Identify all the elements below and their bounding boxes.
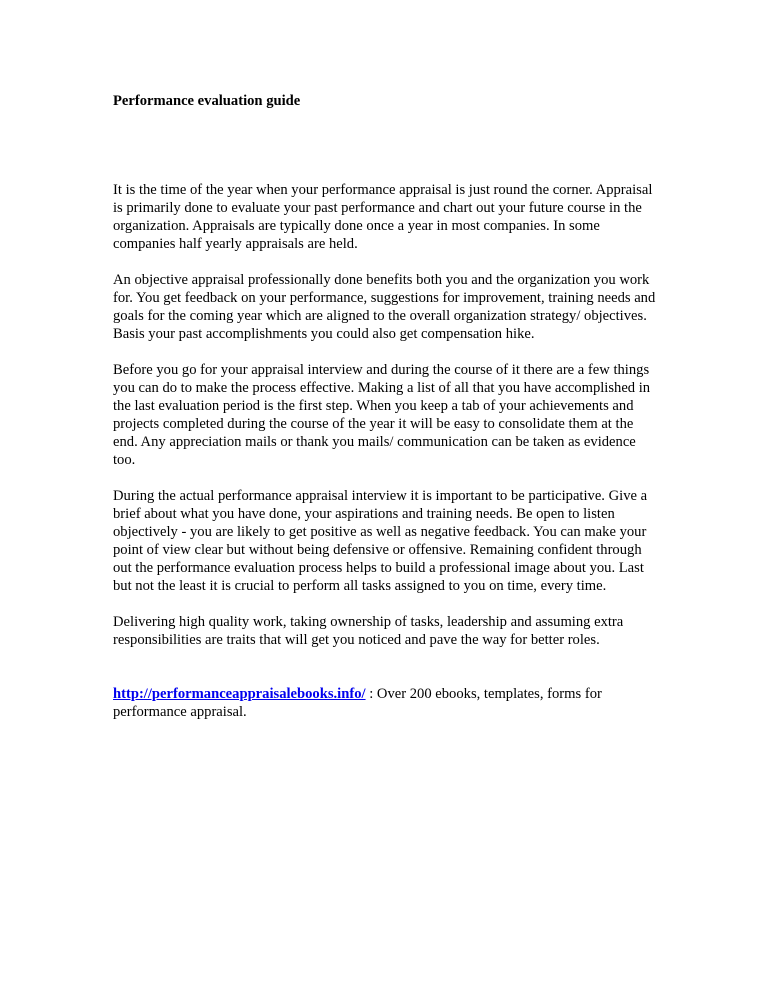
paragraph-interview: During the actual performance appraisal interview it is important to be participative. Give a brief about what you have done, your aspirations and training needs. Be open to listen objectively - you are likely to get positive as well as negative feedback. You can make your point of view clear but without being defensive or offensive. Remaining confident through out the performance evaluation process helps to build a professional image about you. Last but not the least it is crucial to perform all tasks assigned to you on time, every time. [113, 488, 648, 594]
paragraph-preparation: Before you go for your appraisal interview and during the course of it there are a few things you can do to make the process effective. Making a list of all that you have accomplished in the last evaluation period is the first step. When you keep a tab of your achievements and projects completed during the course of the year it will be easy to consolidate them at the end. Any appreciation mails or thank you mails/ communication can be taken as evidence too. [113, 362, 651, 468]
paragraph-benefits: An objective appraisal professionally done benefits both you and the organization you work for. You get feedback on your performance, suggestions for improvement, training needs and goals for the coming year which are aligned to the overall organization strategy/ objectives. Basis your past accomplishments you could also get compensation hike. [113, 272, 656, 342]
footer-note [113, 685, 658, 721]
document-body [113, 92, 658, 721]
paragraph-intro: It is the time of the year when your performance appraisal is just round the corner. Appraisal is primarily done to evaluate your past performance and chart out your future course in the organization. Appraisals are typically done once a year in most companies. In some companies half yearly appraisals are held. [113, 182, 653, 252]
ebooks-link[interactable]: http://performanceappraisalebooks.info/ [113, 686, 366, 702]
paragraph-conclusion: Delivering high quality work, taking ownership of tasks, leadership and assuming extra responsibilities are traits that will get you noticed and pave the way for better roles. [113, 614, 624, 648]
footer-link-suffix: : Over 200 ebooks, templates, forms for performance appraisal. [113, 686, 602, 720]
document-title: Performance evaluation guide [113, 93, 301, 109]
